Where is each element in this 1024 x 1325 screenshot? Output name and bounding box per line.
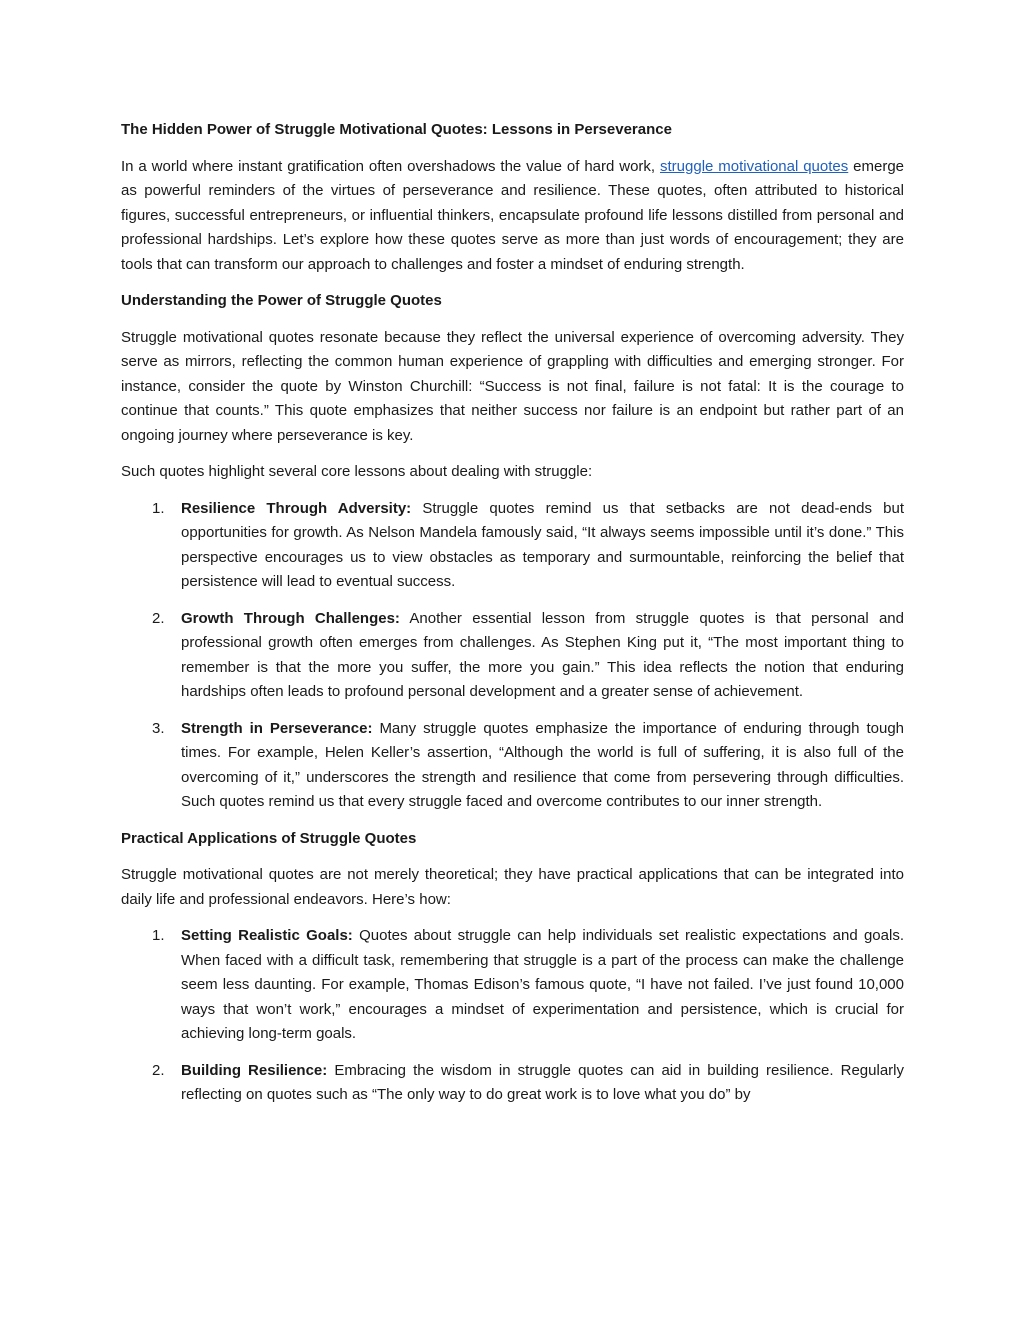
intro-paragraph [121, 155, 904, 278]
list-item-text: Another essential lesson from struggle quotes is that personal and professional growth often emerges from challenges. As Stephen King put it, “The most important thing to remember is that the more you suffer, the more you gain.” This idea reflects the notion that enduring hardships often leads to profound personal development and a greater sense of achievement. [181, 609, 904, 700]
list-item-lead: Setting Realistic Goals: [181, 927, 353, 944]
list-item-number: 2. [152, 1061, 165, 1079]
list-item-number: 3. [152, 719, 165, 737]
section-paragraph-practical: Struggle motivational quotes are not merely theoretical; they have practical applications that can be integrated into daily life and professional endeavors. Here’s how: [121, 866, 904, 908]
lessons-list [121, 497, 904, 815]
list-item-lead: Strength in Perseverance: [181, 719, 373, 737]
struggle-quotes-link[interactable]: struggle motivational quotes [660, 157, 849, 175]
list-item [121, 924, 904, 1047]
list-item-text: Quotes about struggle can help individuals set realistic expectations and goals. When faced with a difficult task, remembering that struggle is a part of the process can make the challenge seem less daunting. For example, Thomas Edison’s famous quote, “I have not failed. I’ve just found 10,000 ways that won’t work,” encourages a mindset of experimentation and persistence, which is crucial for achieving long-term goals. [181, 927, 904, 1042]
list-item-text: Many struggle quotes emphasize the importance of enduring through tough times. For example, Helen Keller’s assertion, “Although the world is full of suffering, it is also full of the overcoming of it,” underscores the strength and resilience that come from persevering through difficulties. Such quotes remind us that every struggle faced and overcome contributes to our inner strength. [181, 719, 904, 810]
section-paragraph-understanding: Struggle motivational quotes resonate because they reflect the universal experience of overcoming adversity. They serve as mirrors, reflecting the common human experience of grappling with difficulties and emerging stronger. For instance, consider the quote by Winston Churchill: “Success is not final, failure is not fatal: It is the courage to continue that counts.” This quote emphasizes that neither success nor failure is an endpoint but rather part of an ongoing journey where perseverance is key. [121, 328, 904, 444]
list-item [121, 607, 904, 705]
section-heading-understanding: Understanding the Power of Struggle Quotes [121, 292, 442, 309]
lessons-lead-in: Such quotes highlight several core lessons about dealing with struggle: [121, 463, 593, 480]
list-item-number: 2. [152, 609, 165, 627]
applications-list [121, 924, 904, 1108]
intro-text-before-link: In a world where instant gratification often overshadows the value of hard work, [121, 157, 660, 175]
list-item-lead: Building Resilience: [181, 1061, 328, 1079]
list-item-lead: Resilience Through Adversity: [181, 499, 412, 517]
list-item-lead: Growth Through Challenges: [181, 609, 400, 627]
intro-text-after-link: emerge as powerful reminders of the virtues of perseverance and resilience. These quotes, often attributed to historical figures, successful entrepreneurs, or influential thinkers, encapsulate profound life lessons distilled from personal and professional hardships. Let’s explore how these quotes serve as more than just words of encouragement; they are tools that can transform our approach to challenges and foster a mindset of enduring strength. [121, 157, 905, 273]
list-item [121, 1059, 904, 1108]
document-title: The Hidden Power of Struggle Motivational Quotes: Lessons in Perseverance [121, 121, 672, 138]
list-item [121, 717, 904, 815]
list-item-number: 1. [152, 499, 165, 517]
document-content [121, 118, 904, 1120]
list-item-text: Embracing the wisdom in struggle quotes can aid in building resilience. Regularly reflecting on quotes such as “The only way to do great work is to love what you do” by [181, 1061, 904, 1103]
list-item-number: 1. [152, 927, 165, 944]
list-item-text: Struggle quotes remind us that setbacks are not dead-ends but opportunities for growth. As Nelson Mandela famously said, “It always seems impossible until it’s done.” This perspective encourages us to view obstacles as temporary and surmountable, reinforcing the belief that persistence will lead to eventual success. [181, 499, 904, 590]
section-heading-practical: Practical Applications of Struggle Quotes [121, 829, 417, 847]
list-item [121, 497, 904, 595]
